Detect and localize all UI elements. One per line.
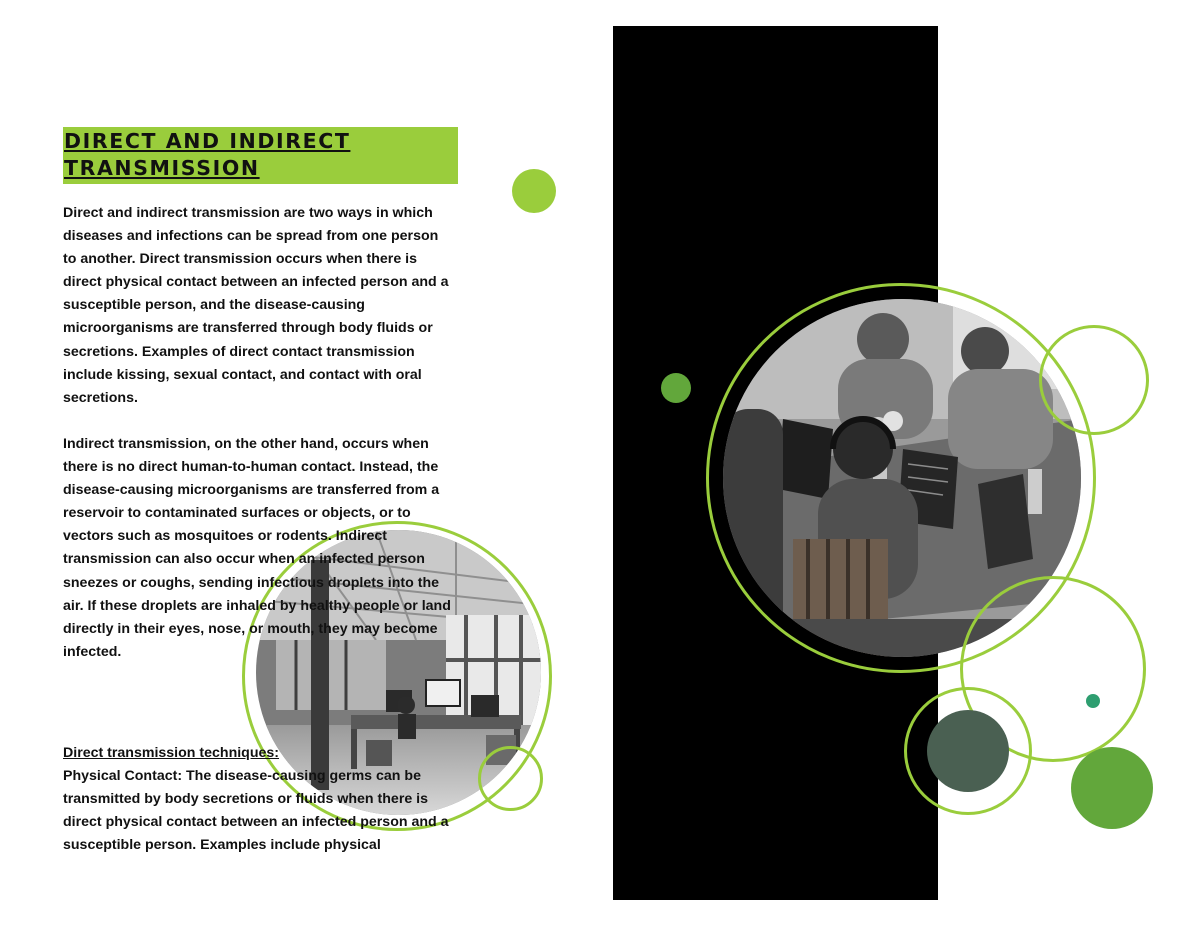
teal-dot: [1086, 694, 1100, 708]
paragraph-direct: Direct and indirect transmission are two ways in which diseases and infections can be spread from one person to another. Direct transmission occurs when there is direct physical contact between an infected person and a susceptible person, and the disease-causing microorganisms are transferred through body fluids or secretions. Examples of direct contact transmission include kissing, sexual contact, and contact with oral secretions.: [63, 205, 449, 406]
dark-green-circle: [927, 710, 1009, 792]
ring-left-photo-small: [478, 746, 543, 811]
ring-top-right: [1039, 325, 1149, 435]
subheading-direct-techniques: Direct transmission techniques:: [63, 745, 280, 761]
paragraph-physical-contact: Physical Contact: The disease-causing germs can be transmitted by body secretions or fluids when there is direct physical contact between an infected person and a susceptible person. Examples include physical: [63, 768, 449, 854]
green-dot-panel: [661, 373, 691, 403]
green-dot-top: [512, 169, 556, 213]
green-circle-bottom: [1071, 747, 1153, 829]
page-title: DIRECT AND INDIRECT TRANSMISSION: [64, 129, 351, 180]
paragraph-indirect: Indirect transmission, on the other hand, occurs when there is no direct human-to-human contact. Instead, the disease-causing microorganisms are transferred from a reservoir to contaminated surfaces or objects, or to vectors such as mosquitoes or rodents. Indirect transmission can also occur when an infected person sneezes or coughs, sending infectious droplets into the air. If these droplets are inhaled by healthy people or land directly in their eyes, nose, or mouth, they may become infected.: [63, 436, 451, 660]
